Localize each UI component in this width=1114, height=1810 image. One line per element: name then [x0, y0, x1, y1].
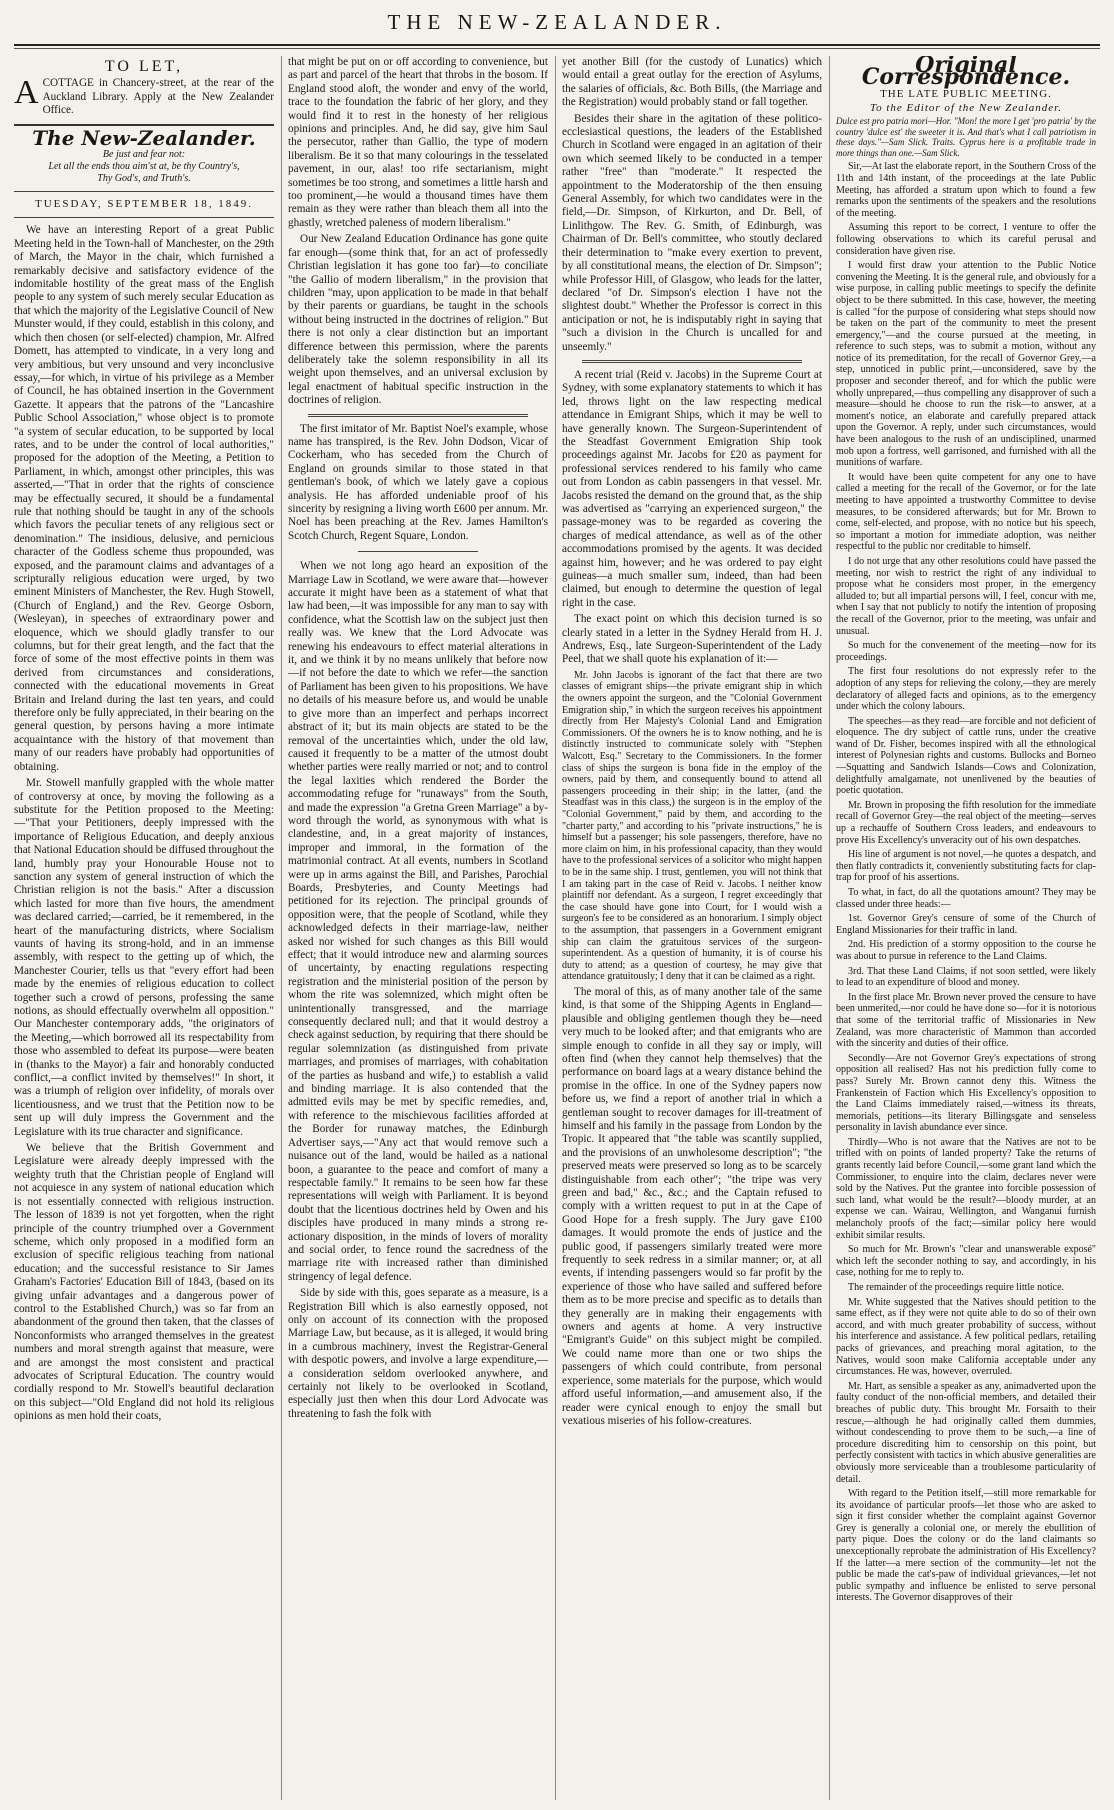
article-paragraph: A recent trial (Reid v. Jacobs) in the Supreme Court at Sydney, with some explanatory statements to which it has led, throws light on the law respecting medical attendance in Emigrant Ships, which it may be well to have generally known. The Surgeon-Superintendent of the Steadfast Government Emigration Ship took proceedings against Mr. Jacobs for £20 as payment for professional services rendered to his family who came out from London as cabin passengers in that vessel. Mr. Jacobs resisted the demand on the ground that, as the ship was advertised as "carrying an experienced surgeon," the passage-money was to be regarded as covering the charges of medical attendance, as well as of the other accommodations promised by the agents. It was decided against him, however; and he was ordered to pay eight guineas—a much smaller sum, indeed, than had been claimed, but enough to determine the question of legal right in the case. — [562, 368, 822, 609]
letter-paragraph: Assuming this report to be correct, I venture to offer the following observations to which its careful perusal and consideration have given rise. — [836, 222, 1096, 257]
motto-line: Be just and fear not: — [102, 149, 186, 161]
tolet-heading: TO LET, — [104, 58, 184, 75]
masthead — [0, 0, 1114, 48]
column-4 — [836, 56, 1096, 1800]
letter-paragraph: Mr. Brown in proposing the fifth resolution for the immediate recall of Governor Grey—the real object of the meeting—serves up a rechauffe of Southern Cross leaders, and endeavours to prove His Excellency's unveracity out of his own despatches. — [836, 799, 1096, 846]
epigraph: Dulce est pro patria mori—Hor. "Mon! the more I get 'pro patria' by the country 'dulce est' the sweeter it is. And that's what I call patriotism in these days."—Sam Slick. Traits. Cyprus here is a profitable trade in more things than one.—Sam Slick. — [836, 116, 1096, 158]
letter-paragraph: His line of argument is not novel,—he quotes a despatch, and then flatly contradicts it, conveniently substituting facts for clap-trap for proof of his assertions. — [836, 849, 1096, 884]
article-paragraph: Side by side with this, goes separate as a measure, is a Registration Bill which is also earnestly opposed, not only on account of its connection with the proposed Marriage Law, but because, as it is alleged, it would bring in a cumbrous machinery, invest the Registrar-General with despotic powers, and involve a large expenditure,—a consideration seldom overlooked anywhere, and certainly not likely to be overlooked in Scotland, especially just then when this dour Lord Advocate was threatening to fash the folk with — [288, 1287, 548, 1420]
article-paragraph: that might be put on or off according to convenience, but as part and parcel of the heart that throbs in the bosom. If England stood aloft, the wonder and envy of the world, trace to the foundation the fabric of her glory, and they would find it to rest in the honesty of her religious opinions and principles. And, he did say, give him Saul the persecutor, rather than Gallio, the type of modern liberalism. Be it so that many colourings in the tesselated pavement, in our, alas! too rife sectarianism, might sometimes be too strong, and sometimes a little harsh and too prominent,—he would a thousand times have them remain as they were rather than bleach them all into the ghastly, wretched paleness of modern liberalism." — [288, 56, 548, 229]
letter-subheading: THE LATE PUBLIC MEETING. — [880, 88, 1052, 101]
tolet-advertisement — [14, 74, 274, 117]
letter-paragraph: I would first draw your attention to the Public Notice convening the Meeting. It is the general rule, and obviously for a wise purpose, in calling public meetings to specify the definite object to be there submitted. In this case, however, the meeting is called "for the purpose of considering what steps should now be taken on the part of the community to meet the present emergency,"—and the course pursued at the meeting, in reference to such steps, was to submit a motion, without any notice of its premeditation, for the recall of Governor Grey,—a step, unnoticed in public print,—unconsidered, save by the proposer and seconder thereof, and for which the public were wholly unprepared,—thus compelling any disapprover of such a measure—should he choose to run the risk—to answer, at a moment's notice, an elaborate and carefully prepared attack upon the Governor. A reply, under such circumstances, would have been analogous to the rush of an undisciplined, unarmed mob upon a fortress, well garrisoned, and furnished with all the munitions of warfare. — [836, 260, 1096, 469]
section-rule — [308, 414, 528, 417]
article-paragraph: We believe that the British Government and Legislature were already deeply impressed with the weighty truth that the Christian people of England will not acquiesce in any system of national education which is not essentially connected with religious instruction. The lesson of 1839 is not yet forgotten, when the right principle of the country triumphed over a Government scheme, which only proposed in a modified form an exclusion of specific religious teaching from national education; and the successful resistance to Sir James Graham's Factories' Education Bill of 1843, (based on its giving unfair advantages and a dangerous power of control to the Established Church,) was so far from an abandonment of the ground then taken, that the classes of Nonconformists who arranged themselves in the greatest numbers and moral strength against that measure, were and are amongst the most consistent and practical advocates of Scriptural Education. The country would cordially respond to Mr. Stowell's beautiful declaration on this subject—"Old England did not hold its religious opinions as men hold their coats, — [14, 1142, 274, 1423]
motto-line: Let all the ends thou aim'st at, be thy Country's, — [48, 161, 240, 173]
letter-paragraph: Sir,—At last the elaborate report, in the Southern Cross of the 11th and 14th instant, of the proceedings at the late Public Meeting, has afforded a stratum upon which to found a few remarks upon the sentiments of the speakers and the resolutions of the meeting. — [836, 161, 1096, 219]
article-paragraph: The moral of this, as of many another tale of the same kind, is that some of the Shipping Agents in England—plausible and obliging gentlemen though they be—need very much to be looked after; and that emigrants who are simple enough to confide in all they say or imply, will often find (when they cannot help themselves) that the performance on board lags at a weary distance behind the promise in the office. In one of the Sydney papers now before us, we find a report of another trial in which a gentleman sought to recover damages for ill-treatment of himself and his family in the passage from London by the Tropic. It appeared that "the table was scantily supplied, and the provisions of an unwholesome description"; "the preserved meats were preserved so long as to be scarcely distinguishable from each other"; "the tripe was very green and bad," &c., &c.; and the Captain refused to comply with a written request to put in at the Cape of Good Hope for a fresh supply. The Jury gave £100 damages. It would promote the ends of justice and the public good, if passengers similarly treated were more frequently to seek redress in a similar manner; or, at all events, if intending passengers would so far profit by the experience of those who have sailed and suffered before them as to be more precise and specific as to details than they generally are in making their engagements with owners and agents at home. A very instructive "Emigrant's Guide" on this subject might be compiled. We could name more than one or two ships the passengers of which could contribute, from personal experience, some materials for the purpose, which would afford useful information,—and amusement also, if the reader were cynical enough to enjoy the small but vexatious miseries of his follow-creatures. — [562, 985, 822, 1427]
letter-paragraph: 1st. Governor Grey's censure of some of the Church of England Missionaries for their traffic in land. — [836, 913, 1096, 936]
letter-paragraph: The remainder of the proceedings require little notice. — [848, 1282, 1065, 1293]
letter-paragraph: The speeches—as they read—are forcible and not deficient of eloquence. The dry subject of cattle runs, under the creative wand of Dr. Fisher, becomes inspired with all the ethnological interest of Polynesian rights and customs. Bullocks and Borneo—Squatting and Sandwich Islands—Cows and Colonization, delightfully amalgamate, not unenlivened by the beauties of poetic quotation. — [836, 715, 1096, 797]
column-3 — [562, 56, 822, 1800]
article-paragraph: Besides their share in the agitation of these politico-ecclesiastical questions, the leaders of the Established Church in Scotland were engaged in an agitation of their own which seemed likely to be conducted in a temper rather "free" than "moderate." It respected the appointment to the Moderatorship of the then ensuing General Assembly, for which two candidates were in the field,—Dr. Simpson, of Kirkurton, and Dr. Bell, of Linlithgow. The Rev. G. Smith, of Edinburgh, was Chairman of Dr. Bell's committee, who stoutly declared their determination to "make every exertion to prevent, by all constitutional means, the election of Dr. Simpson"; while Professor Hill, of Glasgow, who leads for the latter, declared "of Dr. Simpson's election I have not the slightest doubt." Whether the Professor is correct in this anticipation or not, he is indisputably right in saying that "such a division in the Church is uncalled for and unseemly." — [562, 112, 822, 353]
letter-paragraph: Mr. White suggested that the Natives should petition to the same effect, as if they were not quite able to do so of their own accord, and with much greater probability of success, without his interference and assistance. A few political pedlars, retailing packs of grievances, and preaching moral agitation, to the Natives, would soon make California acceptable under any circumstances. He was, however, overruled. — [836, 1296, 1096, 1378]
letter-paragraph: I do not urge that any other resolutions could have passed the meeting, nor wish to restrict the right of any individual to propose what he considers most proper, in the emergency alluded to; but all impartial persons will, I feel, concur with me, when I say that not publicly to notify the intention of proposing the recall of the Governor, prior to the meeting, was unfair and unusual. — [836, 555, 1096, 637]
column-divider — [281, 56, 282, 1800]
letter-paragraph: In the first place Mr. Brown never proved the censure to have been unmerited,—nor could he have done so—for it is notorious that some of the territorial traffic of Missionaries in New Zealand, was more characteristic of Mammon than accorded with the sincerity and duties of their office. — [836, 991, 1096, 1050]
article-paragraph: The first imitator of Mr. Baptist Noel's example, whose name has transpired, is the Rev. John Dodson, Vicar of Cockerham, who has seceded from the Church of England on grounds similar to those stated in that gentleman's book, of which we lately gave a copious analysis. He has afforded undeniable proof of his sincerity by resigning a living worth £600 per annum. Mr. Noel has been preaching at the Rev. James Hamilton's Scotch Church, Regent Square, London. — [288, 422, 548, 542]
section-rule — [582, 360, 802, 363]
section-rule — [358, 551, 478, 552]
letter-addressee: To the Editor of the New Zealander. — [870, 101, 1062, 114]
article-paragraph: When we not long ago heard an exposition of the Marriage Law in Scotland, we were aware that—however accurate it might have been as a statement of what that law had been,—it was impossible for any man to say with confidence, what the Scottish law on the subject just then really was. We knew that the Lord Advocate was renewing his endeavours to effect material alterations in it, and we think it by no means unlikely that before now—if not before the date to which we refer—the sanction of Parliament has been given to his propositions. We have no details of his measure before us, and would be unable to give more than an imperfect and perhaps incorrect abstract of it; but its main objects are stated to be the removal of the uncertainties which, under the old law, caused it frequently to be a matter of the utmost doubt whether parties were really married or not; and to control the legal laxities which rendered the Border the accommodating refuge for "runaways" from the South, and made the expression "a Gretna Green Marriage" a by-word through the world, as synonymous with what is clandestine, and, in a great majority of instances, improper and immoral, in the formation of the matrimonial contract. At all events, numbers in Scotland were up in arms against the Bill, and Parishes, Parochial Boards, Presbyteries, and County Meetings had petitioned for its rejection. The principal grounds of opposition were, that the people of Scotland, while they acknowledged defects in their marriage-law, neither asked nor wished for such changes as this Bill would effect; that it would introduce new and alarming sources of uncertainty, by enacting regulations respecting registration and the ministerial position of the person by whom the rite was solemnized, which might often be unintentionally transgressed, and the marriage consequently declared null; and that it would destroy a check against seduction, by requiring that there should be regular solemnization (as distinguished from private marriages, and promises of marriages, with cohabitation of the parties as husband and wife,) to establish a valid and binding marriage. It is also contended that the admitted evils may be met by specific remedies, and, with reference to the mischievous facilities afforded at the Border for runaway matches, the Edinburgh Advertiser says,—"Any act that would remove such a nuisance out of the land, would be hailed as a national boon, a guarantee to the peace and comfort of many a respectable family." It remains to be seen how far these representations will weigh with Parliament. It is beyond doubt that the licentious doctrines held by Owen and his disciples have produced in many minds a strong re-actionary disposition, in the minds of lovers of morality and social order, to fence round the sacredness of the marriage rite with increased rather than diminished stringency of legal defence. — [288, 560, 548, 1283]
letter-paragraph: Secondly—Are not Governor Grey's expectations of strong opposition all realised? Has not his prediction fully come to pass? Surely Mr. Brown cannot deny this. Witness the Frankenstein of Faction which His Excellency's opposition to the Land Claims immediately raised,—witness its threats, memorials, petitions—its literary Billingsgate and senseless personality in lavish abundance ever since. — [836, 1052, 1096, 1134]
section-rule — [14, 191, 274, 192]
paper-name: The New-Zealander. — [32, 125, 256, 150]
letter-paragraph: The first four resolutions do not expressly refer to the adoption of any steps for relieving the colony,—they are merely declaratory of alleged facts and opinions, as to the emergency under which the colony labours. — [836, 666, 1096, 713]
letter-paragraph: To what, in fact, do all the quotations amount? They may be classed under three heads:— — [836, 887, 1096, 910]
column-2 — [288, 56, 548, 1800]
tolet-body: COTTAGE in Chancery-street, at the rear of the Auckland Library. Apply at the New Zealander Office. — [42, 77, 274, 117]
motto-line: Thy God's, and Truth's. — [97, 173, 191, 185]
letter-paragraph: So much for the convenement of the meeting—now for its proceedings. — [836, 640, 1096, 663]
letter-paragraph: 3rd. That these Land Claims, if not soon settled, were likely to lead to an expenditure of blood and money. — [836, 965, 1096, 989]
dateline: TUESDAY, SEPTEMBER 18, 1849. — [35, 198, 253, 211]
letter-paragraph: With regard to the Petition itself,—still more remarkable for its avoidance of particular proofs—let those who are asked to sign it first consider whether the complaint against Governor Grey is generally a colonial one, or merely the ebullition of party pique. Does the colony or do the land claimants so unexceptionally reprobate the administration of His Excellency? If the latter—a mere section of the community—let not the public be made the cat's-paw of individual grievances,—let not public sympathy and influence be enlisted to serve personal interests. The Governor disapproves of their — [836, 1488, 1096, 1604]
letter-paragraph: Mr. Hart, as sensible a speaker as any, animadverted upon the faulty conduct of the non-official members, and detailed their breaches of public duty. This brought Mr. Forsaith to their rescue,—although he had originally called them dummies, without condescending to prove them to be such,—a line of procedure discrediting him to censorship on this point, but perfectly consistent with tactics in which abusive generalities are obviously more serviceable than a troublesome particularity of detail. — [836, 1380, 1096, 1485]
article-paragraph: We have an interesting Report of a great Public Meeting held in the Town-hall of Manchester, on the 29th of March, the Mayor in the chair, which furnished a remarkably decisive and satisfactory evidence of the indomitable hostility of the great mass of the English people to any system of such merely secular Education as that which the majority of the Legislative Council of New Munster would, if they could, establish in this colony, and which then chosen (or self-elected) champion, Mr. Alfred Domett, has attempted to vindicate, in a very long and very ambitious, but very unsound and very inconclusive essay,—for which, in virtue of his privilege as a Member of Council, he has obtained insertion in the Government Gazette. It appears that the patrons of the "Lancashire Public School Association," whose object is to promote "a system of secular education, to be supported by local rates, and to be under the control of local authorities," proposed for the adoption of the Meeting, a Petition to Parliament, in which, amongst other principles, this was asserted,—"That in order that the rights of conscience may be effectually secured, it should be a fundamental rule that nothing should be taught in any of the schools which favors the peculiar tenets of any religious sect or denomination." The insidious, delusive, and pernicious character of the Godless scheme thus propounded, was exposed, and the paramount claims and advantages of a scripturally religious education were urged, by two eminent Ministers of Manchester, the Rev. Hugh Stowell, (Church of England,) and the Rev. George Osborn, (Wesleyan), in speeches of extraordinary power and eloquence, which we should gladly transfer to our columns, but for their great length, and the fact that the force of some of the most effective points in them was derived from circumstances and considerations, connected with the educational movements in Great Britain and Ireland during the last ten years, and could therefore only be fully appreciated, in their bearing on the general question, by persons having a more intimate acquaintance with the history of that movement than many of our readers have probably had opportunities of obtaining. — [14, 224, 274, 773]
column-divider — [829, 56, 830, 1800]
letter-paragraph: So much for Mr. Brown's "clear and unanswerable exposé" which left the seconder nothing to say, and accordingly, in his case, nothing for me to reply to. — [836, 1244, 1096, 1279]
article-paragraph: Mr. Stowell manfully grappled with the whole matter of controversy at once, by moving the following as a substitute for the Petition proposed to the Meeting:—"That your Petitioners, deeply impressed with the importance of Religious Education, and deeply anxious that National Education should be diffused throughout the land, humbly pray your Honourable House not to sanction any system of general instruction of which the Christian religion is not the basis." After a discussion which lasted for more than five hours, the amendment was declared carried;—carried, be it remembered, in the heart of the manufacturing districts, where Socialism vaunts of having its strong-hold, and in an immense assembly, with respect to the getting up of which, the Manchester Courier, tells us that "every effort had been made by the enemies of religious education to collect together such a crowd of persons, professing the same notions, as should effectually overwhelm all opposition." Our Manchester contemporary adds, "the originators of the Meeting,—which borrowed all its respectability from those who assembled to defeat its purpose—were beaten in (thanks to the Mayor) a fair and honorably conducted conflict,—a conflict invited by themselves!" In short, it was a triumph of religion over infidelity, of morals over licentiousness, and we trust that the Petition now to be sent up will duly impress the Government and the Legislature with its true character and significance. — [14, 777, 274, 1138]
article-paragraph: Our New Zealand Education Ordinance has gone quite far enough—(some think that, for an act of professedly Christian legislation it has gone too far)—to conciliate "the Gallio of modern liberalism," in the provision that children "may, upon application to be made in that behalf by their parents or guardians, be taught in the schools without being instructed in the doctrines of religion." But there is not only a clear distinction but an important difference between this permission, where the parents deliberately take the solemn responsibility in all its weight upon themselves, and an universal exclusion by legal enactment of habitual specific instruction in the doctrines of religion. — [288, 233, 548, 407]
letter-paragraph: It would have been quite competent for any one to have called a meeting for the recall of the Governor, or for the late meeting to have appointed a trustworthy Committee to devise measures, to be considered afterwards; but for Mr. Brown to come, self-elected, and propose, with no notice but his speech, so important a motion for immediate adoption, was neither respectful to the public nor creditable to himself. — [836, 471, 1096, 553]
column-divider — [555, 56, 556, 1800]
article-paragraph: The exact point on which this decision turned is so clearly stated in a letter in the Sydney Herald from H. J. Andrews, Esq., late Surgeon-Superintendent of the Lady Peel, that we shall quote his explanation of it:— — [562, 613, 822, 666]
letter-paragraph: Thirdly—Who is not aware that the Natives are not to be trifled with on points of landed property? Take the returns of grants recently laid before Council,—some grant land which the Commissioner, to enquire into the claim, declares never were sold by the Natives. Put the grantee into forcible possession of such land, what would be the result?—bloody murder, at an expense we can. Wairau, Wellington, and Wanganui furnish melancholy proofs of the fact;—similar policy here would exhibit similar results. — [836, 1136, 1096, 1241]
correspondence-heading: Original Correspondence. — [861, 56, 1071, 90]
article-paragraph: yet another Bill (for the custody of Lunatics) which would entail a great outlay for the erection of Asylums, the salaries of officials, &c. Both Bills, (the Marriage and the Registration) would probably stand or fall together. — [562, 56, 822, 109]
quoted-letter: Mr. John Jacobs is ignorant of the fact that there are two classes of emigrant ships—the private emigrant ship in which the owners appoint the surgeon, and the "Colonial Government Emigration ship," in which the surgeon receives his appointment directly from Her Majesty's Colonial Land and Emigration Commissioners. Of the owners he is to know nothing, and he is distinctly instructed to communicate solely with "Stephen Walcott, Esq." Secretary to the Commissioners. In the former class of ships the surgeon is bona fide in the employ of the owners, paid by them, and consequently bound to attend all passengers proceeding in their ship; in the latter, (and the Steadfast was in this class,) the surgeon is in the employ of the "Colonial Government," paid by them, and according to the "charter party," and according to his "private instructions," he is himself but a passenger; his sole passengers, therefore, have no more claim on him, in his professional capacity, than they would have to the professional services of a solicitor who might happen to be in the same ship. I trust, gentlemen, you will not think that I am taking part in the case of Reid v. Jacobs. I neither know plaintiff nor defendant. As a surgeon, I regret exceedingly that the case should have gone into Court, for I would wish a surgeon's fee to be considered as an honorarium. I simply object to the assumption, that passengers in a Government emigrant ship can claim the gratuitous services of the surgeon-superintendent. As a question of humanity, it is of course his duty to attend; as a question of courtesy, he may give that attendance gratuitously; I deny that it can be claimed as a right. — [562, 669, 822, 983]
letter-paragraph: 2nd. His prediction of a stormy opposition to the course he was about to pursue in reference to the Land Claims. — [836, 939, 1096, 962]
newspaper-title: THE NEW-ZEALANDER. — [387, 10, 727, 34]
drop-cap: A — [14, 74, 39, 112]
column-1 — [14, 56, 274, 1800]
motto — [14, 149, 274, 185]
section-rule — [14, 217, 274, 218]
columns-container — [14, 56, 1100, 1800]
masthead-rule — [14, 44, 1100, 49]
